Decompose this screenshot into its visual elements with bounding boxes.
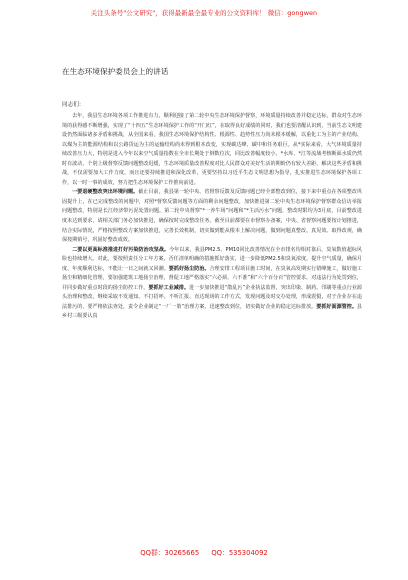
text-run: 今年以来，我县PM2.5、PM10同比改善情况在全市排名均相对靠后，臭氧数值超标风险也持续增大。对此，要按照责任分工年方案，否任清单明确的措施抓好落实，进一步降低PM2.5和臭氧浓度，提升空气质量，确保月度、年度顺利达标，不能让一日之间就又回潮。 bbox=[62, 246, 362, 272]
bold-heading-run: 要抓好工业减排。 bbox=[148, 284, 190, 291]
document-body bbox=[62, 112, 362, 322]
document-title: 在生态环境保护委员会上的讲话 bbox=[62, 67, 169, 76]
text-run: 合理安排工程项目施工时间，在臭氧高发期实行错峰施工，做好施工扬尘和精细化管理，要加强建筑工地扬尘治理，督促工地严格落实“六必须、六不准”和“六个百分百”管控要求，对违法行为处罚到位，并同步做好重点时段的扬尘防控工作。 bbox=[62, 265, 362, 291]
body-paragraph bbox=[62, 246, 362, 322]
qq-number: 535304092 bbox=[228, 549, 268, 557]
qq-colon: ： bbox=[222, 549, 229, 557]
bold-heading-run: 二要以更高标准推进打好污染防治攻坚战。 bbox=[72, 246, 170, 253]
bold-heading-run: 要抓好扬尘防治。 bbox=[168, 265, 210, 272]
bold-heading-run: 要抓好面源管控。 bbox=[316, 303, 357, 310]
promo-banner: 关注头条号"公文研究"，获得最新最全最专业的公文资料库！ 微信：gongwen bbox=[90, 9, 318, 17]
qq-group-colon: ： bbox=[157, 549, 165, 557]
qq-group-label: QQ群 bbox=[140, 549, 158, 557]
bold-heading-run: 一要退硬整改突出环境问题。 bbox=[72, 189, 139, 196]
text-run: 去年，我县生态环境各项工作推进有力，顺利迎接了第二轮中央生态环境保护督察，环境质量持续改善并稳定达标，群众对生态环境的获得感不断增强，实现了“十四五”生态环境保护工作的“开门红”，在取得良好成绩的同时，我们也要清醒认识到，当前生态文明建设仍然面临诸多矛盾和挑战，从全国来看，我国生态环境保护结构性、根源性、趋势性压力尚未根本缓解，以重化工为主的产业结构、以煤为主的能源结构和以公路货运为主的运输结构尚未得到根本改变，实现碳达峰、碳中和任务艰巨。从*实际来看，大气环境质量持续改善压力大，特别是进入今年以来空气质量指数在全市长期处于倒数位次，同比改善幅度较小，*水库、*江等流域考核断面水质仍然时有波动，个别上级督察反馈问题整改迟缓，生态环境质量改善程度对比人民群众对美好生活的期盼仍有较大差距，解决这些矛盾和挑战，不仅需要加大工作力度，而且还要持续推进和深化改革，更要坚持以习近平生态文明思想为指导，扎实推进生态环境保护各项工作，以一时一事的成效，努力把生态环境保护工作推向前进。 bbox=[62, 113, 362, 186]
text-run: 进一步加快推进“散乱污”企业执法监督，突出印染、制药、印刷等重点行业源头治理和整改，继续采取不发通知、不打招呼、不听汇报、直达现场的工作方式，发现问题及时交办处理，形成震慑，对于企业存在违法排污的，要严格依法查处，责令企业制定“一厂一策”治理方案，迅速整改到位，切实做好企业的稳定达标排放。 bbox=[62, 284, 362, 310]
body-paragraph bbox=[62, 188, 362, 245]
qq-label: QQ bbox=[211, 549, 223, 557]
text-run: 截止目前，我县第一轮中央、省督察反馈及反馈问题已经全部整改到位，接下来中重点在各项整改巩固提升上，在已完成整改的问题中，对照*督察反馈问题等方面的剩余问题整改，加快推进第二轮中央生态环境保护督察群众信访举报问题整改，特别是长江经济带污泥处置问题。第二轮中央督察“*一养牛场”问题和“*主活污水”问题，整改时限均为3月底，目前整改进度未达到要求，请相关部门务必加快推进，确保按时完成整改任务。截至目前都要在市督察办备案，中央、省督察问题要按计划推进，结合实际情况，严格按照整改方案加快推进，完善长效机制，切实做到能从根本上解决问题，做到问题真整改、真见效、取得改观，确保按期销号，巩固好整改成效。 bbox=[62, 189, 362, 244]
body-paragraph bbox=[62, 112, 362, 188]
contact-footer bbox=[0, 547, 408, 557]
qq-group-number: 30265665 bbox=[164, 549, 200, 557]
salutation: 同志们： bbox=[62, 102, 85, 108]
text-run: 县乡村三级要认真 bbox=[62, 303, 362, 320]
